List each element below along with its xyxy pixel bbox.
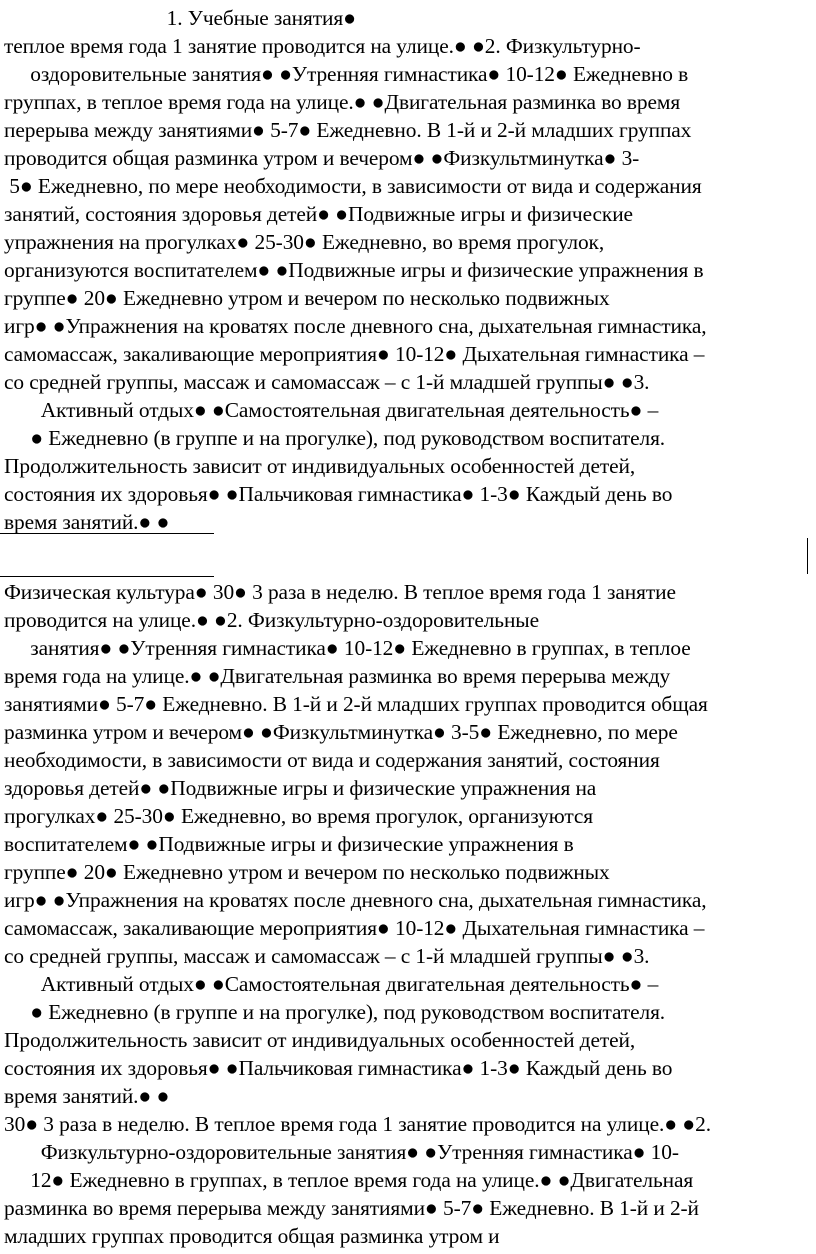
text-line: прогулках● 25-30● Ежедневно, во время прогулок, организуются xyxy=(4,804,593,828)
text-line: Физическая культура● 30● 3 раза в неделю. В теплое время года 1 занятие xyxy=(4,580,676,604)
horizontal-rule-upper xyxy=(0,533,214,534)
text-line: состояния их здоровья● ●Пальчиковая гимнастика● 1-3● Каждый день во xyxy=(4,1056,673,1080)
text-line: воспитателем● ●Подвижные игры и физические упражнения в xyxy=(4,832,574,856)
text-line: здоровья детей● ●Подвижные игры и физические упражнения на xyxy=(4,776,597,800)
text-line: игр● ●Упражнения на кроватях после дневного сна, дыхательная гимнастика, xyxy=(4,888,707,912)
text-line: Физкультурно-оздоровительные занятия● ●Утренняя гимнастика● 10- xyxy=(4,1140,679,1164)
text-line: 30● 3 раза в неделю. В теплое время года 1 занятие проводится на улице.● ●2. xyxy=(4,1112,711,1136)
text-line: 5● Ежедневно, по мере необходимости, в зависимости от вида и содержания xyxy=(4,174,702,198)
text-line: младших группах проводится общая разминка утром и xyxy=(4,1224,500,1248)
text-line: занятий, состояния здоровья детей● ●Подвижные игры и физические xyxy=(4,202,633,226)
text-line: проводится общая разминка утром и вечером● ●Физкультминутка● 3- xyxy=(4,146,640,170)
text-line: перерыва между занятиями● 5-7● Ежедневно. В 1-й и 2-й младших группах xyxy=(4,118,692,142)
text-line: разминка во время перерыва между занятиями● 5-7● Ежедневно. В 1-й и 2-й xyxy=(4,1196,699,1220)
text-line: оздоровительные занятия● ●Утренняя гимнастика● 10-12● Ежедневно в xyxy=(4,62,689,86)
text-line: теплое время года 1 занятие проводится на улице.● ●2. Физкультурно- xyxy=(4,34,641,58)
text-line: время года на улице.● ●Двигательная разминка во время перерыва между xyxy=(4,664,671,688)
text-line: игр● ●Упражнения на кроватях после дневного сна, дыхательная гимнастика, xyxy=(4,314,707,338)
text-line: 1. Учебные занятия● xyxy=(4,6,356,30)
text-line: Продолжительность зависит от индивидуальных особенностей детей, xyxy=(4,1028,636,1052)
text-line: разминка утром и вечером● ●Физкультминутка● 3-5● Ежедневно, по мере xyxy=(4,720,678,744)
text-line: 12● Ежедневно в группах, в теплое время года на улице.● ●Двигательная xyxy=(4,1168,694,1192)
text-line: Продолжительность зависит от индивидуальных особенностей детей, xyxy=(4,454,636,478)
text-line: ● Ежедневно (в группе и на прогулке), под руководством воспитателя. xyxy=(4,1000,666,1024)
text-line: группах, в теплое время года на улице.● ●Двигательная разминка во время xyxy=(4,90,681,114)
text-line: самомассаж, закаливающие мероприятия● 10-12● Дыхательная гимнастика – xyxy=(4,916,705,940)
text-line: время занятий.● ● xyxy=(4,1084,170,1108)
horizontal-rule-lower xyxy=(0,576,214,577)
text-line: упражнения на прогулках● 25-30● Ежедневно, во время прогулок, xyxy=(4,230,605,254)
text-line: самомассаж, закаливающие мероприятия● 10-12● Дыхательная гимнастика – xyxy=(4,342,705,366)
text-line: необходимости, в зависимости от вида и содержания занятий, состояния xyxy=(4,748,660,772)
text-line: со средней группы, массаж и самомассаж – с 1-й младшей группы● ●3. xyxy=(4,370,650,394)
text-line: время занятий.● ● xyxy=(4,510,170,534)
text-line: Активный отдых● ●Самостоятельная двигательная деятельность● – xyxy=(4,398,659,422)
text-line: проводится на улице.● ●2. Физкультурно-оздоровительные xyxy=(4,608,539,632)
text-line: занятия● ●Утренняя гимнастика● 10-12● Ежедневно в группах, в теплое xyxy=(4,636,691,660)
text-line: Активный отдых● ●Самостоятельная двигательная деятельность● – xyxy=(4,972,659,996)
text-line: занятиями● 5-7● Ежедневно. В 1-й и 2-й младших группах проводится общая xyxy=(4,692,708,716)
text-line: организуются воспитателем● ●Подвижные игры и физические упражнения в xyxy=(4,258,704,282)
text-line: состояния их здоровья● ●Пальчиковая гимнастика● 1-3● Каждый день во xyxy=(4,482,673,506)
text-line: группе● 20● Ежедневно утром и вечером по несколько подвижных xyxy=(4,860,610,884)
text-line: со средней группы, массаж и самомассаж – с 1-й младшей группы● ●3. xyxy=(4,944,650,968)
vertical-bar xyxy=(807,538,808,574)
text-line: ● Ежедневно (в группе и на прогулке), под руководством воспитателя. xyxy=(4,426,666,450)
text-line: группе● 20● Ежедневно утром и вечером по несколько подвижных xyxy=(4,286,610,310)
